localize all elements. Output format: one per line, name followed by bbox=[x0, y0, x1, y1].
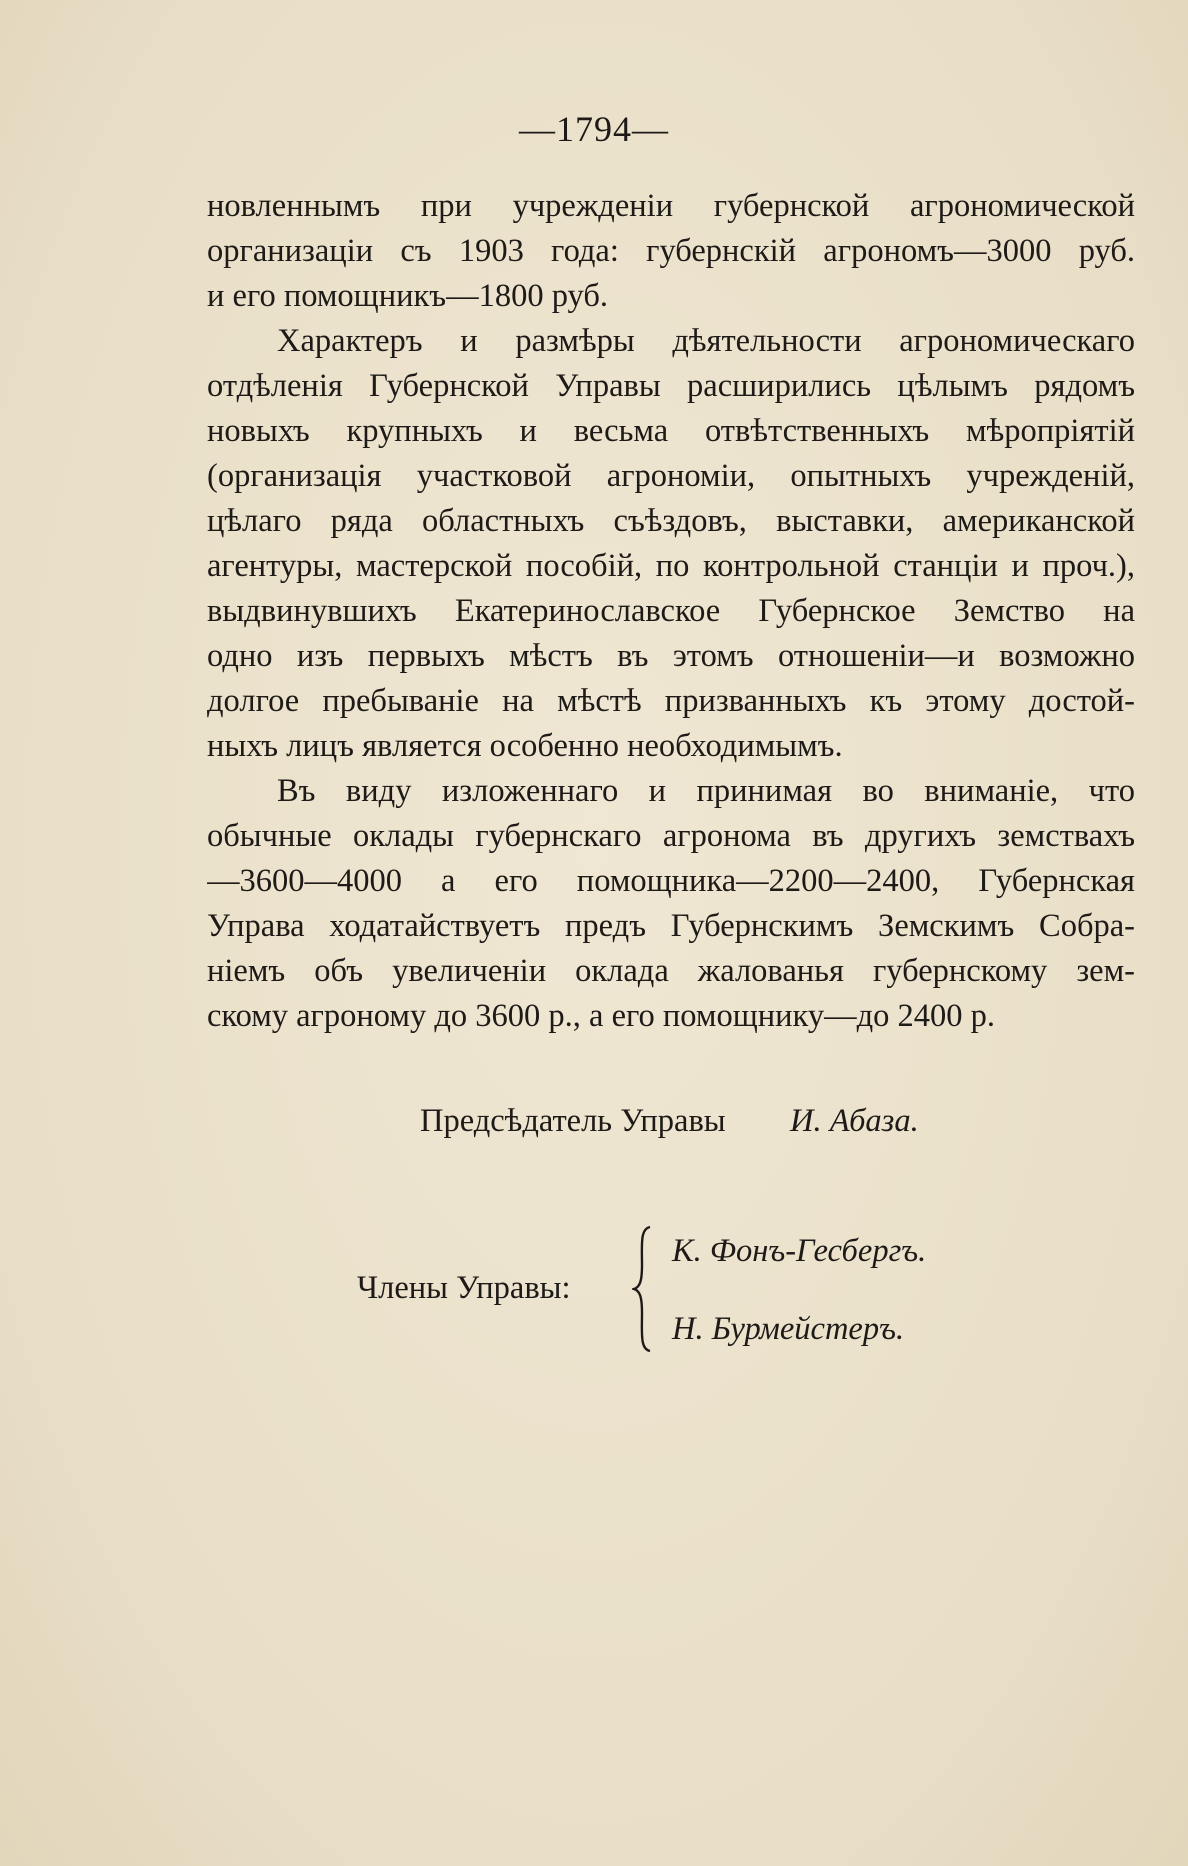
paragraph-2-line-8: одно изъ первыхъ мѣстъ въ этомъ отношеніи—и возможно bbox=[207, 638, 1135, 674]
page-number: —1794— bbox=[519, 109, 669, 149]
paragraph-2-line-7: выдвинувшихъ Екатеринославское Губернское Земство на bbox=[207, 593, 1135, 629]
chairman-name: И. Абаза. bbox=[790, 1103, 919, 1139]
paragraph-2-line-10: ныхъ лицъ является особенно необходимымъ. bbox=[207, 728, 843, 764]
paragraph-1-line-2: организаціи съ 1903 года: губернскій агрономъ—3000 руб. bbox=[207, 233, 1135, 269]
curly-brace-icon bbox=[632, 1225, 656, 1353]
paragraph-3-line-5: ніемъ объ увеличеніи оклада жалованья губернскому зем- bbox=[207, 953, 1135, 989]
paragraph-2-line-6: агентуры, мастерской пособій, по контрольной станціи и проч.), bbox=[207, 548, 1135, 584]
paragraph-3-line-6: скому агроному до 3600 р., а его помощнику—до 2400 р. bbox=[207, 998, 996, 1034]
paragraph-2-line-3: новыхъ крупныхъ и весьма отвѣтственныхъ мѣропріятій bbox=[207, 413, 1135, 449]
paragraph-3-line-2: обычные оклады губернскаго агронома въ другихъ земствахъ bbox=[207, 818, 1135, 854]
paragraph-2-line-4: (организація участковой агрономіи, опытныхъ учрежденій, bbox=[207, 458, 1135, 494]
paragraph-3-line-3: —3600—4000 а его помощника—2200—2400, Губернская bbox=[207, 863, 1135, 899]
paragraph-2-line-5: цѣлаго ряда областныхъ съѣздовъ, выставки, американской bbox=[207, 503, 1135, 539]
members-signature bbox=[0, 1225, 1188, 1355]
body-text bbox=[207, 184, 1135, 1039]
member-name-1: К. Фонъ-Гесбергъ. bbox=[672, 1233, 927, 1269]
paragraph-3-line-4: Управа ходатайствуетъ предъ Губернскимъ Земскимъ Собра- bbox=[207, 908, 1135, 944]
paragraph-1-line-1: новленнымъ при учрежденіи губернской агрономической bbox=[207, 188, 1135, 224]
members-label: Члены Управы: bbox=[357, 1270, 571, 1306]
paragraph-2-line-9: долгое пребываніе на мѣстѣ призванныхъ къ этому достой- bbox=[207, 683, 1135, 719]
paragraph-1-line-3: и его помощникъ—1800 руб. bbox=[207, 278, 609, 314]
member-name-2: Н. Бурмейстеръ. bbox=[672, 1311, 905, 1347]
paragraph-3-line-1: Въ виду изложеннаго и принимая во вниманіе, что bbox=[277, 773, 1135, 809]
paragraph-2-line-1: Характеръ и размѣры дѣятельности агрономическаго bbox=[277, 323, 1135, 359]
chairman-label: Предсѣдатель Управы bbox=[420, 1103, 726, 1139]
paragraph-2-line-2: отдѣленія Губернской Управы расширились цѣлымъ рядомъ bbox=[207, 368, 1135, 404]
